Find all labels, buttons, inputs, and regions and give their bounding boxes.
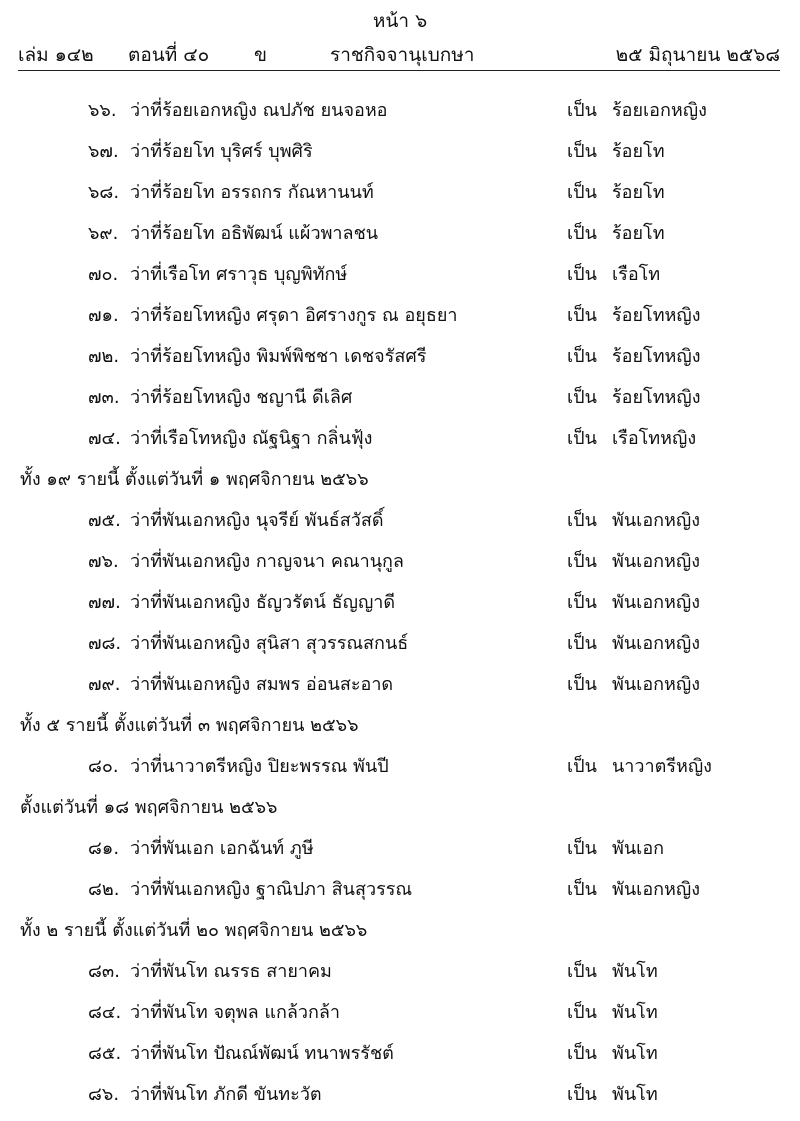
entry-rank: พันเอก [612, 838, 665, 859]
entry-name: ว่าที่เรือโท ศราวุธ บุญพิทักษ์ [130, 264, 348, 285]
entry-rank: ร้อยโท [612, 141, 665, 162]
entry-prefix: เป็น [567, 346, 597, 367]
entry-rank: พันเอกหญิง [612, 879, 701, 900]
entry-number: ๗๕. [88, 510, 121, 531]
entry-rank: ร้อยโทหญิง [612, 346, 701, 367]
list-item [0, 664, 800, 705]
entry-rank: ร้อยโท [612, 223, 665, 244]
list-item [0, 418, 800, 459]
entry-number: ๗๙. [88, 674, 121, 695]
publication-date: ๒๕ มิถุนายน ๒๕๖๘ [615, 44, 780, 66]
entry-name: ว่าที่พันโท ณรรธ สายาคม [130, 961, 332, 982]
entry-prefix: เป็น [567, 961, 597, 982]
list-item [0, 623, 800, 664]
entry-prefix: เป็น [567, 100, 597, 121]
entry-name: ว่าที่ร้อยโทหญิง ศรุดา อิศรางกูร ณ อยุธยา [130, 305, 458, 326]
entry-prefix: เป็น [567, 510, 597, 531]
entry-prefix: เป็น [567, 141, 597, 162]
list-item [0, 213, 800, 254]
entry-rank: เรือโทหญิง [612, 428, 697, 449]
list-item [0, 254, 800, 295]
entry-prefix: เป็น [567, 387, 597, 408]
entry-rank: ร้อยเอกหญิง [612, 100, 707, 121]
entry-prefix: เป็น [567, 1084, 597, 1105]
entry-name: ว่าที่พันเอกหญิง สุนิสา สุวรรณสกนธ์ [130, 633, 409, 654]
entry-name: ว่าที่พันเอกหญิง สมพร อ่อนสะอาด [130, 674, 394, 695]
entry-name: ว่าที่ร้อยโท อธิพัฒน์ แผ้วพาลชน [130, 223, 379, 244]
entry-name: ว่าที่ร้อยโท อรรถกร กัณหานนท์ [130, 182, 374, 203]
entry-prefix: เป็น [567, 182, 597, 203]
list-item [0, 336, 800, 377]
entry-name: ว่าที่เรือโทหญิง ณัฐนิฐา กลิ่นฟุ้ง [130, 428, 373, 449]
list-item [0, 377, 800, 418]
effective-date-text: ทั้ง ๑๙ รายนี้ ตั้งแต่วันที่ ๑ พฤศจิกายน ๒๕๖๖ [20, 469, 369, 490]
entry-number: ๘๔. [88, 1002, 122, 1023]
effective-date-line [0, 705, 800, 746]
list-item [0, 1074, 800, 1115]
list-item [0, 131, 800, 172]
entry-number: ๖๖. [88, 100, 117, 121]
entry-rank: พันโท [612, 1084, 658, 1105]
entry-number: ๗๖. [88, 551, 119, 572]
effective-date-text: ทั้ง ๕ รายนี้ ตั้งแต่วันที่ ๓ พฤศจิกายน ๒๕๖๖ [20, 715, 359, 736]
entry-rank: พันโท [612, 961, 658, 982]
list-item [0, 951, 800, 992]
entry-prefix: เป็น [567, 756, 597, 777]
entry-rank: ร้อยโทหญิง [612, 305, 701, 326]
entry-number: ๖๘. [88, 182, 120, 203]
entry-name: ว่าที่พันโท ภักดี ขันทะวัต [130, 1084, 322, 1105]
entry-rank: พันเอกหญิง [612, 551, 701, 572]
entry-rank: พันโท [612, 1002, 658, 1023]
entry-name: ว่าที่พันเอกหญิง ฐาณิปภา สินสุวรรณ [130, 879, 413, 900]
entry-number: ๗๔. [88, 428, 121, 449]
entry-prefix: เป็น [567, 1002, 597, 1023]
entry-rank: พันเอกหญิง [612, 674, 701, 695]
list-item [0, 582, 800, 623]
entry-name: ว่าที่พันเอกหญิง นุจรีย์ พันธ์สวัสดิ์ [130, 510, 384, 531]
list-item [0, 500, 800, 541]
entry-number: ๘๓. [88, 961, 120, 982]
entry-number: ๘๐. [88, 756, 119, 777]
section-label: ข [254, 44, 267, 66]
entry-prefix: เป็น [567, 838, 597, 859]
entry-number: ๖๙. [88, 223, 119, 244]
entry-number: ๗๐. [88, 264, 119, 285]
entry-name: ว่าที่ร้อยโทหญิง ชญานี ดีเลิศ [130, 387, 353, 408]
entry-prefix: เป็น [567, 1043, 597, 1064]
entry-number: ๗๘. [88, 633, 122, 654]
entry-number: ๗๗. [88, 592, 121, 613]
list-item [0, 1033, 800, 1074]
entry-name: ว่าที่พันเอก เอกฉันท์ ภูษี [130, 838, 314, 859]
entry-prefix: เป็น [567, 592, 597, 613]
effective-date-text: ทั้ง ๒ รายนี้ ตั้งแต่วันที่ ๒๐ พฤศจิกายน ๒๕๖๖ [20, 920, 368, 941]
entry-prefix: เป็น [567, 428, 597, 449]
entry-prefix: เป็น [567, 879, 597, 900]
entry-prefix: เป็น [567, 551, 597, 572]
document-body [0, 90, 800, 1115]
volume-label: เล่ม ๑๔๒ [18, 44, 94, 66]
entry-rank: ร้อยโทหญิง [612, 387, 701, 408]
gazette-header [18, 40, 780, 68]
header-rule [18, 70, 780, 71]
effective-date-line [0, 459, 800, 500]
effective-date-text: ตั้งแต่วันที่ ๑๘ พฤศจิกายน ๒๕๖๖ [20, 797, 278, 818]
entry-number: ๗๒. [88, 346, 120, 367]
entry-prefix: เป็น [567, 264, 597, 285]
list-item [0, 90, 800, 131]
entry-rank: ร้อยโท [612, 182, 665, 203]
entry-number: ๗๑. [88, 305, 119, 326]
entry-name: ว่าที่พันโท จตุพล แกล้วกล้า [130, 1002, 341, 1023]
entry-number: ๗๓. [88, 387, 120, 408]
gazette-title: ราชกิจจานุเบกษา [330, 44, 475, 66]
list-item [0, 828, 800, 869]
entry-name: ว่าที่ร้อยเอกหญิง ณปภัช ยนจอหอ [130, 100, 388, 121]
entry-number: ๖๗. [88, 141, 119, 162]
entry-rank: พันโท [612, 1043, 658, 1064]
entry-number: ๘๕. [88, 1043, 122, 1064]
list-item [0, 172, 800, 213]
list-item [0, 992, 800, 1033]
entry-prefix: เป็น [567, 305, 597, 326]
entry-rank: พันเอกหญิง [612, 633, 701, 654]
list-item [0, 746, 800, 787]
entry-rank: นาวาตรีหญิง [612, 756, 712, 777]
entry-prefix: เป็น [567, 674, 597, 695]
effective-date-line [0, 910, 800, 951]
entry-name: ว่าที่พันโท ปัณณ์พัฒน์ ทนาพรรัชต์ [130, 1043, 394, 1064]
entry-name: ว่าที่ร้อยโท บุริศร์ บุพศิริ [130, 141, 313, 162]
entry-rank: เรือโท [612, 264, 661, 285]
entry-number: ๘๖. [88, 1084, 120, 1105]
list-item [0, 869, 800, 910]
entry-number: ๘๑. [88, 838, 120, 859]
list-item [0, 295, 800, 336]
issue-label: ตอนที่ ๔๐ [128, 44, 210, 66]
effective-date-line [0, 787, 800, 828]
page-number: หน้า ๖ [372, 10, 428, 32]
entry-number: ๘๒. [88, 879, 120, 900]
entry-name: ว่าที่นาวาตรีหญิง ปิยะพรรณ พันปี [130, 756, 389, 777]
entry-prefix: เป็น [567, 223, 597, 244]
entry-name: ว่าที่ร้อยโทหญิง พิมพ์พิชชา เดชจรัสศรี [130, 346, 427, 367]
entry-name: ว่าที่พันเอกหญิง ธัญวรัตน์ ธัญญาดี [130, 592, 396, 613]
list-item [0, 541, 800, 582]
entry-rank: พันเอกหญิง [612, 510, 701, 531]
entry-name: ว่าที่พันเอกหญิง กาญจนา คณานุกูล [130, 551, 404, 572]
entry-prefix: เป็น [567, 633, 597, 654]
entry-rank: พันเอกหญิง [612, 592, 701, 613]
